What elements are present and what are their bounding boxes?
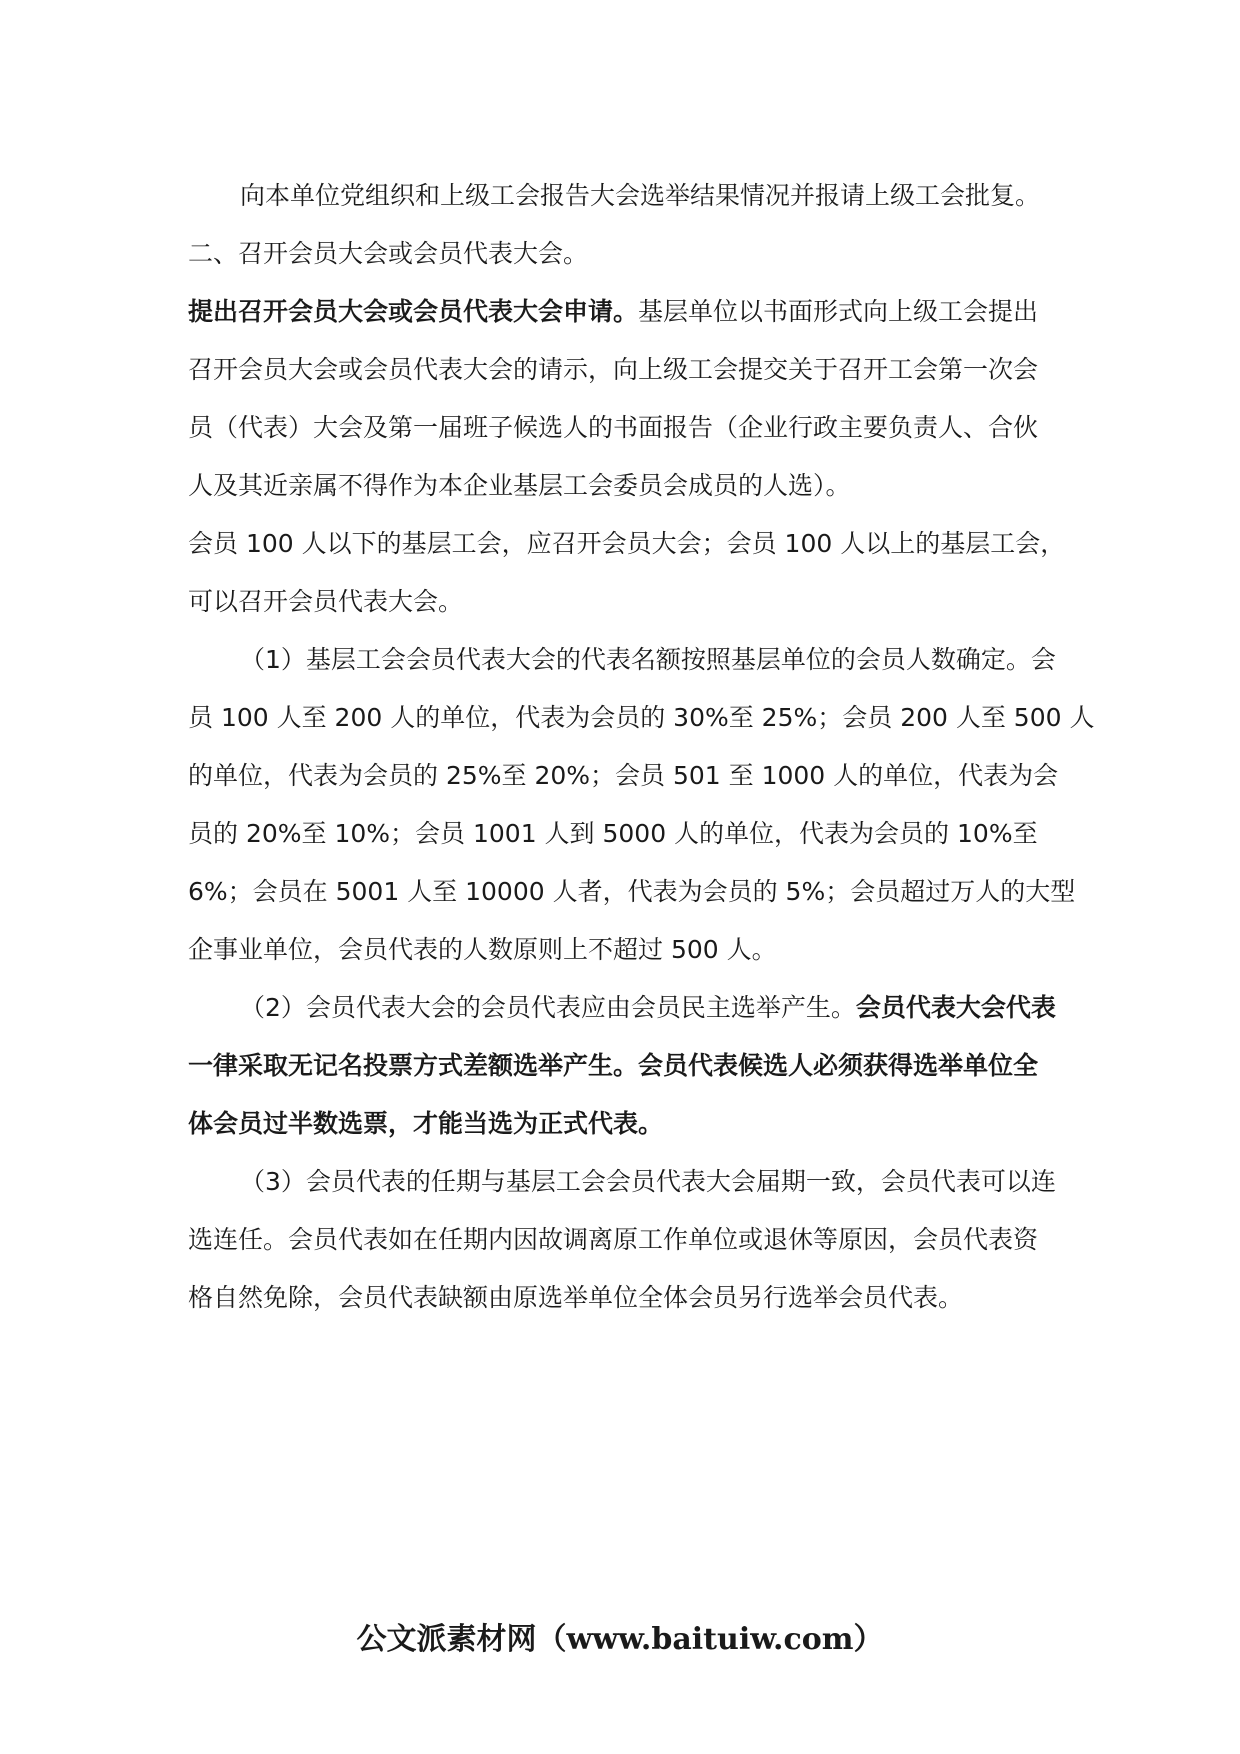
text-line-4: 召开会员大会或会员代表大会的请示，向上级工会提交关于召开工会第一次会 [188, 355, 1039, 384]
text-line-7: 会员 100 人以下的基层工会，应召开会员大会；会员 100 人以上的基层工会， [188, 529, 1066, 558]
text-line-13: 6%；会员在 5001 人至 10000 人者，代表为会员的 5%；会员超过万人的大型 [188, 877, 1076, 906]
text-line-18: （3）会员代表的任期与基层工会会员代表大会届期一致，会员代表可以连 [240, 1167, 1056, 1196]
text-line-12: 员的 20%至 10%；会员 1001 人到 5000 人的单位，代表为会员的 10%至 [188, 819, 1038, 848]
text-line-19: 选连任。会员代表如在任期内因故调离原工作单位或退休等原因，会员代表资 [188, 1225, 1039, 1254]
text-line-9: （1）基层工会会员代表大会的代表名额按照基层单位的会员人数确定。会 [240, 645, 1056, 674]
text-line-11: 的单位，代表为会员的 25%至 20%；会员 501 至 1000 人的单位，代表为会 [188, 761, 1059, 790]
section-heading: 二、召开会员大会或会员代表大会。 [188, 239, 589, 268]
text-line-8: 可以召开会员代表大会。 [188, 587, 464, 616]
text-line-16: 一律采取无记名投票方式差额选举产生。会员代表候选人必须获得选举单位全 [188, 1051, 1039, 1080]
text-line-6: 人及其近亲属不得作为本企业基层工会委员会成员的人选）。 [188, 471, 851, 500]
footer-watermark: 公文派素材网（www.baituiw.com） [356, 1622, 884, 1657]
bold-tail: 会员代表大会代表 [855, 993, 1056, 1022]
text-line-1: 向本单位党组织和上级工会报告大会选举结果情况并报请上级工会批复。 [240, 181, 1041, 210]
text-line-5: 员（代表）大会及第一届班子候选人的书面报告（企业行政主要负责人、合伙 [188, 413, 1039, 442]
text-line-10: 员 100 人至 200 人的单位，代表为会员的 30%至 25%；会员 200 人至 500 人 [188, 703, 1095, 732]
text-tail: 基层单位以书面形式向上级工会提出 [638, 297, 1039, 326]
text-line-14: 企事业单位，会员代表的人数原则上不超过 500 人。 [188, 935, 777, 964]
text-line-17: 体会员过半数选票，才能当选为正式代表。 [188, 1109, 664, 1138]
text-line-20: 格自然免除，会员代表缺额由原选举单位全体会员另行选举会员代表。 [188, 1283, 964, 1312]
text-line-15 [240, 990, 1056, 1026]
bold-lead: 提出召开会员大会或会员代表大会申请。 [188, 297, 639, 326]
text-line-3 [188, 294, 1038, 330]
text-lead: （2）会员代表大会的会员代表应由会员民主选举产生。 [240, 993, 856, 1022]
